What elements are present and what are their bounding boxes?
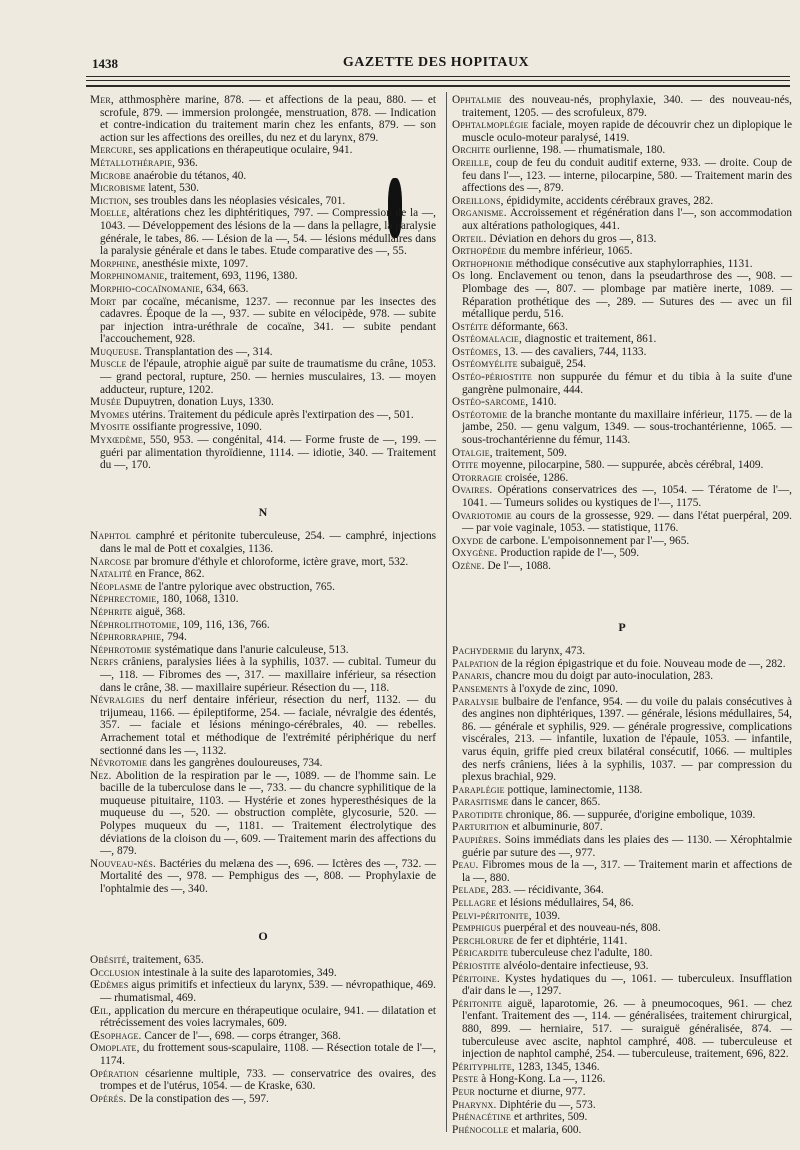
index-entry (90, 283, 436, 296)
index-entry (452, 447, 792, 460)
index-entry (452, 809, 792, 822)
entries-n (90, 530, 436, 895)
index-term: Oreillons, (452, 194, 504, 207)
index-references: Fibromes mous de la —, 317. — Traitement marin et affections de la —, 880. (462, 859, 792, 884)
index-term: Névrotomie (90, 757, 148, 770)
index-entry (90, 1030, 436, 1043)
index-references: ses troubles dans les néoplasies vésicales, 701. (131, 194, 346, 207)
index-references: non suppurée du fémur et du tibia à la suite d'une gangrène pulmonaire, 444. (462, 371, 792, 396)
index-entry (90, 195, 436, 208)
index-term: Miction, (90, 194, 132, 207)
index-entry (452, 409, 792, 447)
index-references: Déviation en dehors du gros —, 813. (486, 232, 657, 245)
index-term: Nez. (90, 769, 112, 782)
index-references: épididymite, accidents cérébraux graves, 282. (503, 194, 714, 207)
index-entry (452, 1099, 792, 1112)
index-term: Pansements (452, 682, 509, 695)
index-references: dans les gangrènes douloureuses, 734. (147, 757, 323, 770)
running-header (86, 52, 786, 74)
index-entry (90, 770, 436, 858)
index-references: croisée, 1286. (502, 471, 569, 484)
index-entry (452, 270, 792, 320)
index-term: Ophtalmie (452, 94, 502, 106)
index-term: Paralysie (452, 695, 499, 708)
index-references: application du mercure en thérapeutique oculaire, 941. — dilatation et rétrécissement des voies lacrymales, 609. (100, 1004, 436, 1030)
index-term: Obésité, (90, 954, 130, 967)
index-term: Oxygène. (452, 547, 498, 560)
index-term: Métallothérapie, (90, 156, 176, 169)
index-references: 794. (164, 631, 187, 644)
index-references: du membre inférieur, 1065. (506, 245, 633, 258)
header-rule (86, 80, 790, 81)
index-entry (452, 535, 792, 548)
index-references: anaérobie du tétanos, 40. (130, 169, 247, 182)
index-term: Narcose (90, 555, 132, 568)
index-references: de l'antre pylorique avec obstruction, 765. (142, 580, 335, 593)
index-references: ses applications en thérapeutique oculaire, 941. (136, 144, 353, 157)
index-term: Perchlorure (452, 934, 514, 947)
index-term: Parasitisme (452, 796, 509, 809)
index-references: coup de feu du conduit auditif externe, 933. — droite. Coup de feu dans l'—, 123. — interne, pilocarpine, 580. — Traitement marin des affections des —, 879. (462, 156, 792, 195)
index-entry (90, 421, 436, 434)
index-entry (90, 396, 436, 409)
index-references: crâniens, paralysies liées à la syphilis, 1037. — cubital. Tumeur du —, 118. — Fibromes des —, 317. — maxillaire inférieur, sa résection dans le crâne, 38. — maxillaire supérieur. Résection du —, 118. (100, 656, 436, 694)
index-entry (452, 683, 792, 696)
index-term: Myomes (90, 408, 130, 421)
index-term: Pachydermie (452, 645, 514, 658)
index-references: des nouveau-nés, prophylaxie, 340. — des nouveau-nés, traitement, 1205. — des scrofuleux, 879. (462, 94, 792, 119)
index-entry (452, 233, 792, 246)
index-entry (90, 157, 436, 170)
index-term: Phénacétine (452, 1111, 512, 1124)
index-entry (90, 296, 436, 346)
index-references: chronique, 86. — suppurée, d'origine embolique, 1039. (502, 808, 756, 821)
index-entry (90, 967, 436, 980)
index-references: 936. (175, 156, 198, 169)
index-entry (90, 94, 436, 144)
index-entry (452, 333, 792, 346)
index-term: Muqueuse. (90, 345, 143, 358)
index-references: Cancer de l'—, 698. — corps étranger, 368. (141, 1029, 341, 1042)
index-term: Péritoine. (452, 972, 500, 985)
index-term: Oreille, (452, 156, 493, 169)
index-term: Paraplégie (452, 783, 505, 796)
index-entry (452, 960, 792, 973)
index-references: altérations chez les diphtéritiques, 797. — Compression de la —, 1043. — Développement des lésions de la — dans la pellagre, la paralysie générale, le tabes, 86. — Lésion de la —, 54. — lésions médullaires dans la paralysie générale et dans le tabes. Etude comparative des —, 55. (100, 207, 436, 258)
index-term: Orthopédie (452, 245, 507, 258)
index-term: Parturition (452, 821, 509, 834)
index-references: bulbaire de l'enfance, 954. — du voile du palais consécutives à des angines non diphtériques, 1397. — générale, lésions médullaires, 54, 86. — générale et syphilis, 929. — générale progressive, complications viscérales, 213. — infantile, luxation de l'épaule, 1053. — infantile, varus équin, griffe pied creux bilatéral consécutif, 1066. — multiples des nerfs crâniens, liées à la syphilis, 1037. — par compression du plexus brachial, 929. (462, 695, 792, 784)
index-term: Myxœdème, (90, 434, 147, 447)
index-term: Pérityphlite, (452, 1060, 515, 1073)
index-references: de l'épaule, atrophie aiguë par suite de traumatisme du crâne, 1053. — grand pectoral, rupture, 250. — hernies musculaires, 13. — moyen adducteur, rupture, 1202. (100, 358, 436, 396)
index-references: latent, 530. (145, 182, 199, 195)
index-references: anesthésie mixte, 1097. (139, 257, 249, 270)
index-entry (452, 658, 792, 671)
index-entry (90, 644, 436, 657)
index-term: Ostéomyélite (452, 358, 518, 371)
index-references: diagnostic et traitement, 861. (522, 333, 657, 346)
left-column (90, 94, 436, 1105)
index-term: Orthophonie (452, 257, 513, 270)
index-references: méthodique consécutive aux staphylorraphies, 1131. (513, 257, 753, 270)
entries-m (90, 94, 436, 472)
section-heading-p: P (618, 619, 626, 634)
index-entry (90, 170, 436, 183)
section-heading-o: O (258, 928, 268, 943)
index-references: aigus primitifs et infectieux du larynx, 539. — névropathique, 469. — rhumatismal, 469. (100, 979, 436, 1004)
index-references: faciale, moyen rapide de découvrir chez un diplopique le muscle oculo-moteur paralysé, 1419. (462, 119, 792, 144)
index-entry (452, 195, 792, 208)
index-entry (452, 1124, 792, 1137)
index-term: Pelvi-péritonite, (452, 909, 532, 922)
index-references: du larynx, 473. (513, 645, 586, 658)
index-entry (90, 434, 436, 472)
index-entry (452, 396, 792, 409)
index-references: dans le cancer, 865. (508, 796, 601, 809)
index-references: aiguë, laparotomie, 26. — à pneumocoques, 961. — chez l'enfant. Traitement des —, 114. — généralisées, traitement chirurgical, 880, 899. — herniaire, 517. — suraiguë généralisée, 874. — tuberculeuse avec ascite, naphtol camphré, 408. — tuberculeuse et injection de naphtol camphé, 254. — tuberculeuse, traitement, 696, 822. (462, 997, 792, 1061)
index-term: Ostéo-périostite (452, 371, 533, 384)
index-references: 13. — des cavaliers, 744, 1133. (501, 345, 647, 358)
index-entry (90, 182, 436, 195)
index-term: Ostéite (452, 320, 489, 333)
index-references: et malaria, 600. (508, 1123, 582, 1136)
index-term: Pellagre (452, 897, 497, 910)
index-references: puerpéral et des nouveau-nés, 808. (500, 922, 661, 935)
index-references: et albuminurie, 807. (508, 821, 603, 834)
index-term: Mercure, (90, 144, 137, 157)
index-term: Oxyde (452, 534, 484, 547)
header-rule (86, 76, 790, 77)
index-entry (452, 796, 792, 809)
index-references: de carbone. L'empoisonnement par l'—, 965. (483, 534, 690, 547)
index-entry (90, 346, 436, 359)
index-references: à l'oxyde de zinc, 1090. (508, 682, 618, 695)
index-term: Muscle (90, 358, 127, 371)
index-entry (452, 696, 792, 784)
index-entry (452, 922, 792, 935)
index-term: Mer, (90, 94, 114, 106)
index-references: Abolition de la respiration par le —, 1089. — de l'homme sain. Le bacille de la tuberculose dans le —, 733. — du chancre syphilitique de la muqueuse pituitaire, 1103. — Hystérie et zones hyperesthésiques de la muqueuse du —, 520. — obstruction complète, glycosurie, 520. — Polypes muqueux du —, 1181. — Traitement électrolytique des déviations de la cloison du —, 609. — Traitement marin des affections du —, 879. (100, 769, 436, 858)
index-references: 1039. (531, 909, 561, 922)
index-entry (452, 973, 792, 998)
journal-title: GAZETTE DES HOPITAUX (342, 55, 530, 70)
index-entry (90, 144, 436, 157)
index-term: Natalité (90, 568, 132, 581)
index-term: Morphine, (90, 257, 140, 270)
index-entry (452, 998, 792, 1061)
index-entry (90, 656, 436, 694)
index-term: Œdèmes (90, 979, 129, 992)
entries-p (452, 645, 792, 1136)
index-term: Otalgie, (452, 446, 493, 459)
index-term: Néoplasme (90, 580, 143, 593)
right-column (452, 94, 792, 1136)
index-references: utérins. Traitement du pédicule après l'extirpation des —, 501. (129, 408, 414, 421)
index-entry (452, 459, 792, 472)
index-entry (452, 321, 792, 334)
index-entry (90, 358, 436, 396)
index-term: Néphrolithotomie, (90, 618, 180, 631)
index-term: Ozène. (452, 559, 485, 572)
index-term: Pemphigus (452, 922, 501, 935)
index-entry (452, 670, 792, 683)
index-references: déformante, 663. (488, 320, 568, 333)
index-entry (90, 207, 436, 257)
index-references: De l'—, 1088. (484, 559, 551, 572)
index-entry (90, 606, 436, 619)
index-entry (90, 1068, 436, 1093)
index-term: Panaris, (452, 670, 493, 683)
index-term: Ophtalmoplégie (452, 119, 529, 132)
index-references: intestinale à la suite des laparotomies, 349. (139, 966, 337, 979)
index-term: Pelade, (452, 884, 489, 897)
index-references: Kystes hydatiques du —, 1061. — tuberculeux. Insufflation d'air dans le —, 1297. (462, 972, 792, 998)
index-references: de fer et diphtérie, 1141. (513, 934, 628, 947)
index-term: Omoplate, (90, 1042, 140, 1055)
index-references: Production rapide de l'—, 509. (497, 547, 640, 560)
index-references: tuberculeuse chez l'adulte, 180. (508, 947, 653, 960)
index-term: Peau. (452, 859, 479, 872)
index-references: de la région épigastrique et du foie. Nouveau mode de —, 282. (498, 657, 786, 670)
index-entry (452, 510, 792, 535)
index-references: Opérations conservatrices des —, 1054. — Tératome de l'—, 1041. — Tumeurs solides ou kystiques de l'—, 1175. (462, 484, 792, 509)
index-entry (90, 694, 436, 757)
index-references: camphré et péritonite tuberculeuse, 254. — camphré, injections dans le mal de Pott et coxalgies, 1136. (100, 530, 436, 555)
index-term: Myosite (90, 421, 130, 434)
index-references: ourlienne, 198. — rhumatismale, 180. (490, 144, 666, 157)
entries-o-continued (452, 94, 792, 573)
index-term: Os (452, 270, 466, 283)
index-term: Ovaires. (452, 484, 493, 497)
index-term: Pharynx. (452, 1098, 497, 1111)
index-references: ossifiante progressive, 1090. (129, 421, 262, 434)
index-entry (452, 645, 792, 658)
index-entry (90, 409, 436, 422)
index-term: Mort (90, 295, 117, 308)
index-term: Périostite (452, 960, 501, 972)
index-references: traitement, 635. (129, 954, 204, 967)
index-references: et arthrites, 509. (511, 1111, 588, 1124)
index-entry (452, 821, 792, 834)
index-term: Orteil. (452, 232, 487, 245)
index-entry (90, 858, 436, 896)
index-entry (452, 371, 792, 396)
index-references: nocturne et diurne, 977. (475, 1085, 586, 1098)
index-references: de la branche montante du maxillaire inférieur, 1175. — de la jambe, 250. — genu valgum, 1349. — sous-trochantérienne, 1065. — sous-trochantérienne du fémur, 1143. (462, 408, 792, 447)
index-entry (452, 119, 792, 144)
index-references: Accroissement et régénération dans l'—, son accommodation aux altérations pathologiques, 441. (462, 207, 792, 232)
index-entry (90, 593, 436, 606)
index-term: Néphrotomie (90, 643, 152, 656)
index-entry (452, 910, 792, 923)
index-entry (452, 1111, 792, 1124)
index-entry (90, 258, 436, 271)
index-entry (90, 1042, 436, 1067)
index-references: par bromure d'éthyle et chloroforme, ictère grave, mort, 532. (131, 555, 409, 568)
index-entry (90, 619, 436, 632)
index-entry (452, 935, 792, 948)
index-references: 283. — récidivante, 364. (488, 884, 604, 897)
index-entry (452, 1086, 792, 1099)
index-entry (452, 472, 792, 485)
index-term: Œil, (90, 1004, 112, 1017)
index-entry (452, 484, 792, 509)
index-entry (452, 94, 792, 119)
index-entry (452, 1073, 792, 1086)
index-entry (452, 207, 792, 232)
index-references: subaiguë, 254. (517, 358, 587, 371)
index-entry (452, 547, 792, 560)
index-entry (90, 1093, 436, 1106)
index-references: en France, 862. (132, 568, 205, 581)
index-term: Naphtol (90, 530, 131, 543)
section-heading-n: N (258, 504, 268, 519)
index-references: 1283, 1345, 1346. (514, 1060, 600, 1073)
index-term: Ostéo-sarcome, (452, 396, 529, 409)
index-term: Parotidite (452, 808, 503, 821)
index-references: systématique dans l'anurie calculeuse, 513. (151, 643, 349, 656)
index-entry (452, 560, 792, 573)
index-references: Soins immédiats dans les plaies des — 1130. — Xérophtalmie guérie par suture des —, 977. (462, 834, 792, 859)
index-entry (452, 245, 792, 258)
page-number: 1438 (92, 56, 118, 71)
index-references: Transplantation des —, 314. (142, 345, 273, 358)
index-references: traitement, 509. (492, 446, 567, 459)
index-references: à Hong-Kong. La —, 1126. (478, 1073, 606, 1086)
index-references: traitement, 693, 1196, 1380. (167, 270, 298, 283)
index-references: 550, 953. — congénital, 414. — Forme fruste de —, 199. — guéri par alimentation thyroïdienne, 1114. — idiotie, 340. — Traitement du —, 170. (100, 434, 436, 472)
index-references: Diphtérie du —, 573. (496, 1098, 596, 1111)
index-entry (90, 631, 436, 644)
index-term: Otite (452, 459, 479, 472)
index-term: Opérés. (90, 1092, 127, 1105)
index-references: 180, 1068, 1310. (159, 593, 239, 606)
index-term: Orchite (452, 144, 491, 157)
index-references: aiguë, 368. (132, 605, 186, 618)
entries-o (90, 954, 436, 1105)
column-divider (446, 92, 447, 1132)
index-entry (452, 144, 792, 157)
index-references: du frottement sous-scapulaire, 1108. — Résection totale de l'—, 1174. (100, 1042, 436, 1067)
index-entry (90, 979, 436, 1004)
index-entry (452, 358, 792, 371)
index-term: Moelle, (90, 207, 130, 220)
index-term: Néphrorraphie, (90, 631, 165, 644)
index-entry (452, 157, 792, 195)
index-term: Occlusion (90, 966, 140, 979)
index-references: long. Enclavement ou tenon, dans la pseudarthrose des —, 908. — Plombage des —, 807. — plombage par matière inerte, 1089. — Réparation prothétique des —, 289. — Sutures des — avec un fil métallique perdu, 516. (462, 270, 792, 321)
index-references: De la constipation des —, 597. (126, 1092, 269, 1105)
index-references: 109, 116, 136, 766. (179, 618, 270, 631)
index-term: Névralgies (90, 694, 145, 707)
index-term: Ovariotomie (452, 509, 512, 522)
index-entry (452, 258, 792, 271)
index-entry (90, 1005, 436, 1030)
index-entry (452, 947, 792, 960)
index-term: Otorragie (452, 471, 503, 484)
index-term: Œsophage. (90, 1029, 142, 1042)
index-term: Ostéomes, (452, 345, 502, 358)
index-entry (452, 859, 792, 884)
index-references: Dupuytren, donation Luys, 1330. (121, 396, 274, 409)
index-references: atthmosphère marine, 878. — et affections de la peau, 880. — et scrofule, 879. — immersion prolongée, menstruation, 878. — Indication et contre-indication du traitement marin chez les enfants, 879. — son action sur les affections des oreilles, du nez et du larynx, 879. (100, 94, 436, 144)
index-entry (90, 954, 436, 967)
index-term: Néphrite (90, 605, 133, 618)
index-entry (452, 884, 792, 897)
index-term: Nouveau-nés. (90, 857, 157, 870)
index-term: Péritonite (452, 997, 502, 1010)
index-entry (90, 556, 436, 569)
index-term: Palpation (452, 657, 499, 670)
index-references: césarienne multiple, 733. — conservatrice des ovaires, des trompes et de l'utérus, 1054. — de Kraske, 630. (100, 1067, 436, 1093)
index-term: Paupières. (452, 834, 502, 847)
index-references: chancre mou du doigt par auto-inoculation, 283. (492, 670, 714, 683)
index-entry (90, 581, 436, 594)
index-term: Ostéotomie (452, 408, 508, 421)
index-references: moyenne, pilocarpine, 580. — suppurée, abcès cérébral, 1409. (478, 459, 764, 472)
index-entry (90, 270, 436, 283)
index-references: 634, 663. (203, 282, 249, 295)
header-rule (86, 85, 790, 87)
index-term: Musée (90, 396, 122, 409)
index-term: Ostéomalacie, (452, 333, 523, 346)
index-entry (452, 834, 792, 859)
index-references: du nerf dentaire inférieur, résection du nerf, 1132. — du trijumeau, 1166. — épileptiforme, 254. — faciale, névralgie des édentés, 357. — faciale et lésions méningo-cérébrales, 40. — rebelles. Arrachement total et méthodique de l'extrémité périphérique du nerf sectionné dans les —, 1132. (100, 694, 436, 757)
index-entry (452, 897, 792, 910)
index-term: Organisme. (452, 207, 507, 220)
index-entry (90, 757, 436, 770)
index-entry (452, 1061, 792, 1074)
index-references: alvéolo-dentaire infectieuse, 93. (500, 960, 649, 972)
index-references: au cours de la grossesse, 929. — dans l'état puerpéral, 209. — par voie vaginale, 1053. — statistique, 1176. (462, 509, 792, 535)
index-entry (452, 784, 792, 797)
index-term: Péricardite (452, 947, 509, 960)
index-term: Microbisme (90, 182, 146, 195)
index-term: Opération (90, 1067, 139, 1080)
index-term: Phénocolle (452, 1123, 509, 1136)
index-references: 1410. (528, 396, 557, 409)
index-term: Peur (452, 1085, 476, 1098)
index-term: Néphrectomie, (90, 593, 160, 606)
index-term: Morphinomanie, (90, 270, 168, 283)
index-references: et lésions médullaires, 54, 86. (496, 897, 634, 910)
index-term: Nerfs (90, 656, 119, 669)
index-term: Peste (452, 1073, 479, 1086)
index-references: pottique, laminectomie, 1138. (504, 783, 643, 796)
index-references: par cocaïne, mécanisme, 1237. — reconnue par les insectes des cadavres. Époque de la —, 937. — subite en vélocipède, 978. — subite par injection intra-uréthrale de cocaïne, 341. — subite pendant l'accouchement, 928. (100, 295, 436, 346)
index-term: Morphio-cocaïnomanie, (90, 282, 204, 295)
index-entry (452, 346, 792, 359)
index-references: Bactéries du melæna des —, 696. — Ictères des —, 732. — Mortalité des —, 978. — Pemphigus des —, 808. — Prophylaxie de l'ophtalmie des —, 340. (100, 857, 436, 896)
index-entry (90, 568, 436, 581)
index-entry (90, 530, 436, 555)
index-term: Microbe (90, 169, 131, 182)
